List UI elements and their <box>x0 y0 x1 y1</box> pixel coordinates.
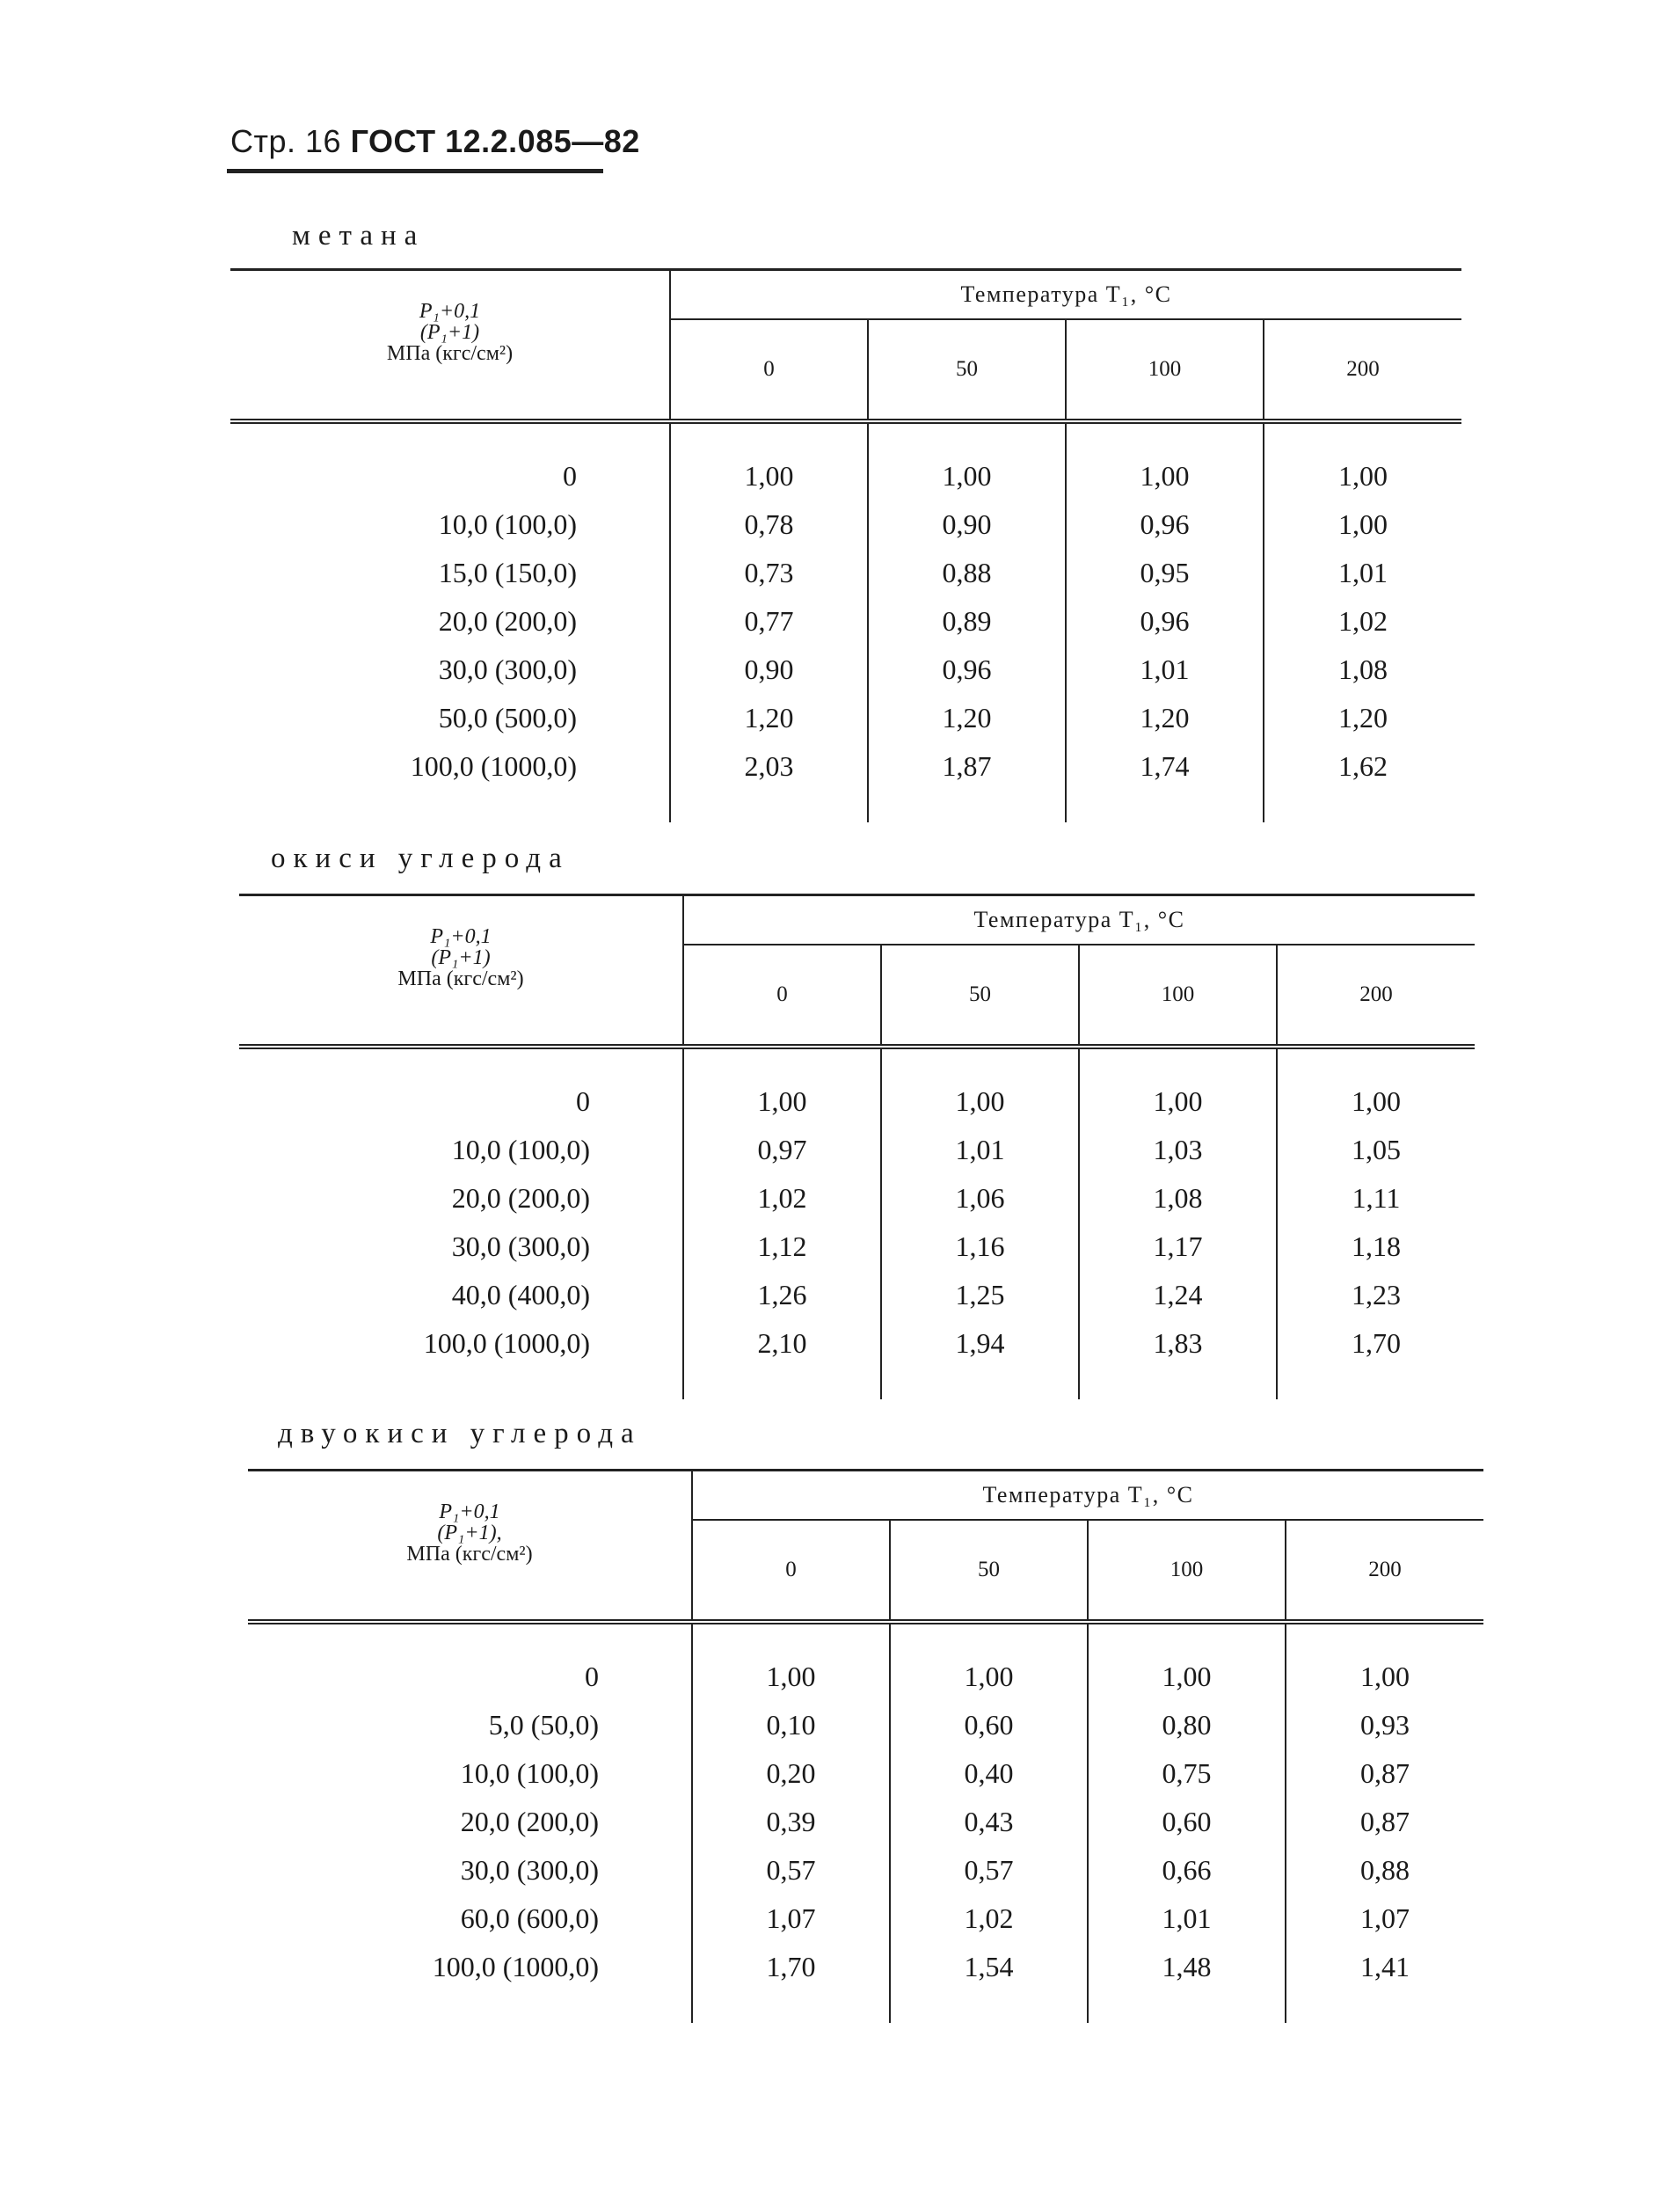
coefficient-cell: 0,43 <box>890 1798 1088 1846</box>
pressure-cell: 100,0 (1000,0) <box>423 1327 590 1359</box>
coefficient-cell: 1,23 <box>1277 1271 1475 1319</box>
coefficient-cell: 1,05 <box>1277 1126 1475 1174</box>
coefficient-cell: 0,88 <box>868 549 1066 597</box>
table-row <box>248 1943 1483 1991</box>
coefficient-cell: 1,48 <box>1088 1943 1286 1991</box>
coefficient-cell: 1,16 <box>881 1223 1079 1271</box>
pressure-cell: 15,0 (150,0) <box>438 557 577 588</box>
table-row <box>230 500 1461 549</box>
temperature-column-header: 50 <box>881 945 1079 1047</box>
coefficient-cell: 1,08 <box>1079 1174 1277 1223</box>
coefficient-cell: 0,10 <box>692 1701 890 1749</box>
coefficient-cell: 1,00 <box>1066 452 1264 500</box>
pressure-header-line: (P₁+1) <box>431 945 491 969</box>
coefficient-cell: 1,00 <box>881 1077 1079 1126</box>
coefficient-cell: 0,87 <box>1286 1749 1483 1798</box>
coefficient-cell: 0,77 <box>670 597 868 646</box>
coefficient-cell: 0,96 <box>868 646 1066 694</box>
coefficient-cell: 0,20 <box>692 1749 890 1798</box>
table-row <box>230 452 1461 500</box>
coefficient-cell: 1,00 <box>683 1077 881 1126</box>
table-row <box>248 1749 1483 1798</box>
coefficient-cell: 0,95 <box>1066 549 1264 597</box>
pressure-cell: 30,0 (300,0) <box>438 653 577 685</box>
temperature-column-header: 200 <box>1286 1520 1483 1622</box>
table-row <box>239 1126 1475 1174</box>
pressure-header-line: МПа (кгс/см²) <box>397 967 524 990</box>
pressure-cell: 0 <box>576 1085 590 1117</box>
coefficient-cell: 1,02 <box>890 1894 1088 1943</box>
table-row <box>230 694 1461 742</box>
coefficient-cell: 1,20 <box>1066 694 1264 742</box>
temperature-header: Температура T₁, °C <box>692 1471 1483 1521</box>
pressure-cell: 20,0 (200,0) <box>460 1806 599 1837</box>
temperature-column-header: 100 <box>1066 319 1264 421</box>
table-row <box>248 1798 1483 1846</box>
coefficient-cell: 0,96 <box>1066 500 1264 549</box>
coefficient-cell: 1,01 <box>1088 1894 1286 1943</box>
temperature-header: Температура T₁, °C <box>683 895 1475 945</box>
coefficient-cell: 1,20 <box>868 694 1066 742</box>
header-rule <box>227 169 603 173</box>
coefficient-cell: 0,97 <box>683 1126 881 1174</box>
coefficient-cell: 0,93 <box>1286 1701 1483 1749</box>
correction-table <box>248 1469 1483 2023</box>
coefficient-cell: 2,03 <box>670 742 868 791</box>
coefficient-cell: 1,00 <box>1264 452 1461 500</box>
page-header <box>230 123 640 160</box>
coefficient-cell: 1,03 <box>1079 1126 1277 1174</box>
coefficient-cell: 0,60 <box>890 1701 1088 1749</box>
pressure-cell: 40,0 (400,0) <box>451 1279 590 1310</box>
coefficient-cell: 1,24 <box>1079 1271 1277 1319</box>
coefficient-cell: 1,74 <box>1066 742 1264 791</box>
coefficient-cell: 1,02 <box>683 1174 881 1223</box>
coefficient-cell: 1,00 <box>1286 1653 1483 1701</box>
pressure-header-line: МПа (кгс/см²) <box>386 341 514 365</box>
pressure-header-line: P₁+0,1 <box>430 924 492 948</box>
coefficient-cell: 1,87 <box>868 742 1066 791</box>
coefficient-cell: 0,80 <box>1088 1701 1286 1749</box>
table-row <box>230 597 1461 646</box>
coefficient-cell: 0,60 <box>1088 1798 1286 1846</box>
temperature-column-header: 0 <box>776 982 788 1006</box>
page-label: Стр. 16 <box>230 123 342 159</box>
coefficient-cell: 1,08 <box>1264 646 1461 694</box>
pressure-cell: 10,0 (100,0) <box>451 1134 590 1165</box>
coefficient-cell: 1,20 <box>670 694 868 742</box>
pressure-cell: 20,0 (200,0) <box>451 1182 590 1214</box>
correction-table <box>239 894 1475 1399</box>
temperature-header: Температура T₁, °C <box>670 270 1461 320</box>
coefficient-cell: 0,90 <box>868 500 1066 549</box>
coefficient-cell: 0,39 <box>692 1798 890 1846</box>
coefficient-cell: 1,07 <box>1286 1894 1483 1943</box>
table-row <box>239 1077 1475 1126</box>
coefficient-cell: 0,66 <box>1088 1846 1286 1894</box>
pressure-header-line: МПа (кгс/см²) <box>406 1542 533 1566</box>
standard-number: ГОСТ 12.2.085—82 <box>350 123 640 159</box>
coefficient-cell: 1,01 <box>881 1126 1079 1174</box>
pressure-header <box>239 895 683 1048</box>
coefficient-cell: 1,26 <box>683 1271 881 1319</box>
temperature-column-header: 50 <box>868 319 1066 421</box>
coefficient-cell: 0,57 <box>692 1846 890 1894</box>
table-row <box>248 1894 1483 1943</box>
pressure-cell: 10,0 (100,0) <box>460 1757 599 1789</box>
pressure-cell: 0 <box>585 1661 599 1692</box>
pressure-cell: 0 <box>563 460 577 492</box>
coefficient-cell: 1,94 <box>881 1319 1079 1368</box>
pressure-cell: 20,0 (200,0) <box>438 605 577 637</box>
coefficient-cell: 1,70 <box>692 1943 890 1991</box>
table-row <box>230 742 1461 791</box>
pressure-header-line: (P₁+1) <box>419 320 480 344</box>
coefficient-cell: 0,96 <box>1066 597 1264 646</box>
pressure-cell: 10,0 (100,0) <box>438 508 577 540</box>
temperature-column-header: 100 <box>1079 945 1277 1047</box>
pressure-header-line: P₁+0,1 <box>419 299 481 323</box>
coefficient-cell: 0,40 <box>890 1749 1088 1798</box>
coefficient-cell: 1,12 <box>683 1223 881 1271</box>
table-row <box>248 1653 1483 1701</box>
coefficient-cell: 1,11 <box>1277 1174 1475 1223</box>
coefficient-cell: 1,25 <box>881 1271 1079 1319</box>
coefficient-cell: 1,01 <box>1264 549 1461 597</box>
coefficient-cell: 1,20 <box>1264 694 1461 742</box>
pressure-cell: 5,0 (50,0) <box>488 1709 599 1741</box>
coefficient-cell: 1,17 <box>1079 1223 1277 1271</box>
coefficient-cell: 1,00 <box>1277 1077 1475 1126</box>
pressure-cell: 60,0 (600,0) <box>460 1902 599 1934</box>
coefficient-cell: 1,00 <box>1088 1653 1286 1701</box>
pressure-cell: 30,0 (300,0) <box>460 1854 599 1886</box>
pressure-header-line: (P₁+1), <box>437 1521 502 1544</box>
coefficient-cell: 1,00 <box>670 452 868 500</box>
temperature-column-header: 0 <box>763 357 775 381</box>
coefficient-cell: 0,87 <box>1286 1798 1483 1846</box>
coefficient-cell: 1,00 <box>868 452 1066 500</box>
coefficient-cell: 0,75 <box>1088 1749 1286 1798</box>
coefficient-cell: 0,57 <box>890 1846 1088 1894</box>
table-title: метана <box>292 220 426 252</box>
coefficient-cell: 1,02 <box>1264 597 1461 646</box>
pressure-header <box>230 270 670 422</box>
coefficient-cell: 1,01 <box>1066 646 1264 694</box>
temperature-column-header: 0 <box>785 1558 797 1581</box>
temperature-column-header: 200 <box>1277 945 1475 1047</box>
coefficient-cell: 1,41 <box>1286 1943 1483 1991</box>
correction-table <box>230 268 1461 822</box>
table-row <box>230 646 1461 694</box>
pressure-header <box>248 1471 692 1623</box>
table-row <box>248 1701 1483 1749</box>
pressure-cell: 30,0 (300,0) <box>451 1230 590 1262</box>
table-title: окиси углерода <box>271 843 570 874</box>
coefficient-cell: 0,89 <box>868 597 1066 646</box>
coefficient-cell: 1,00 <box>1079 1077 1277 1126</box>
temperature-column-header: 50 <box>890 1520 1088 1622</box>
table-row <box>230 549 1461 597</box>
pressure-header-line: P₁+0,1 <box>439 1500 500 1523</box>
table-row <box>248 1846 1483 1894</box>
temperature-column-header: 100 <box>1088 1520 1286 1622</box>
coefficient-cell: 0,73 <box>670 549 868 597</box>
table-row <box>239 1174 1475 1223</box>
pressure-cell: 100,0 (1000,0) <box>432 1951 599 1982</box>
table-row <box>239 1319 1475 1368</box>
coefficient-cell: 1,00 <box>692 1653 890 1701</box>
pressure-cell: 100,0 (1000,0) <box>410 750 577 782</box>
pressure-cell: 50,0 (500,0) <box>438 702 577 734</box>
table-title: двуокиси углерода <box>278 1418 642 1449</box>
temperature-column-header: 200 <box>1264 319 1461 421</box>
coefficient-cell: 1,62 <box>1264 742 1461 791</box>
coefficient-cell: 1,83 <box>1079 1319 1277 1368</box>
coefficient-cell: 1,54 <box>890 1943 1088 1991</box>
coefficient-cell: 2,10 <box>683 1319 881 1368</box>
coefficient-cell: 1,00 <box>1264 500 1461 549</box>
coefficient-cell: 1,06 <box>881 1174 1079 1223</box>
coefficient-cell: 0,90 <box>670 646 868 694</box>
table-row <box>239 1271 1475 1319</box>
coefficient-cell: 1,07 <box>692 1894 890 1943</box>
coefficient-cell: 1,00 <box>890 1653 1088 1701</box>
coefficient-cell: 0,78 <box>670 500 868 549</box>
coefficient-cell: 1,18 <box>1277 1223 1475 1271</box>
coefficient-cell: 1,70 <box>1277 1319 1475 1368</box>
coefficient-cell: 0,88 <box>1286 1846 1483 1894</box>
table-row <box>239 1223 1475 1271</box>
